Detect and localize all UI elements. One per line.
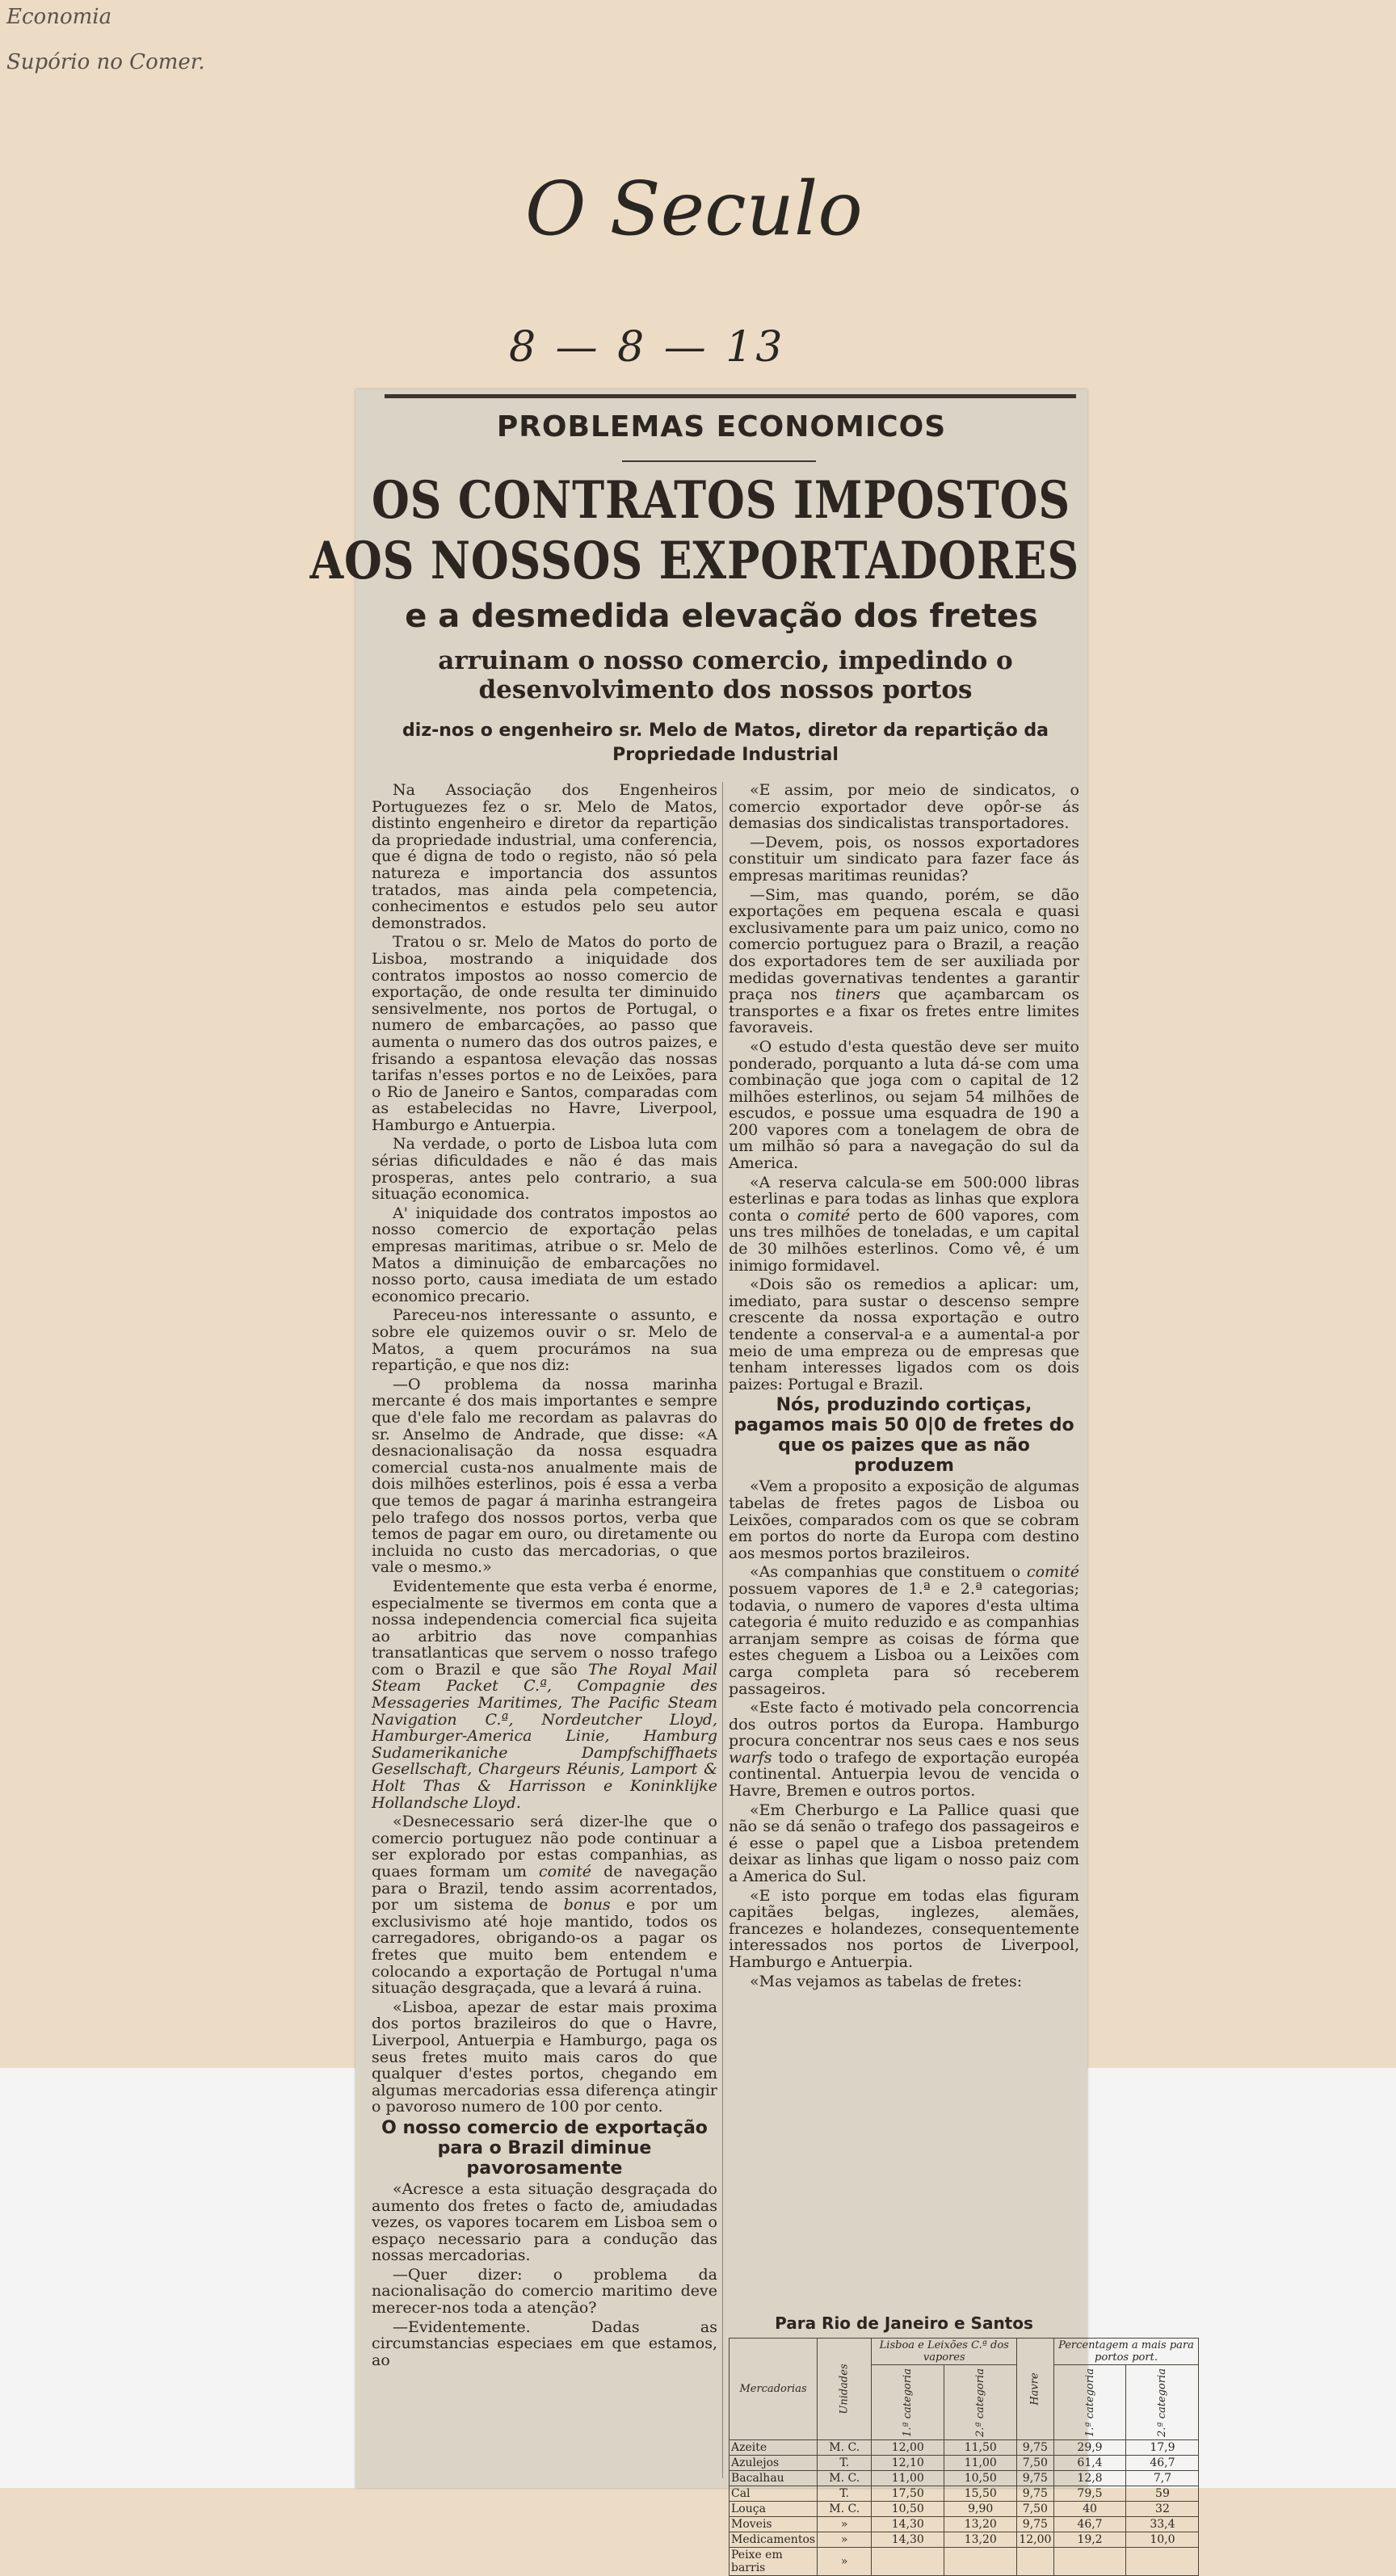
table-row — [730, 2548, 1199, 2576]
table-cell-c1: 12,10 — [872, 2456, 944, 2471]
table-cell-havre: 12,00 — [1017, 2532, 1053, 2548]
table-cell-p2: 7,7 — [1126, 2471, 1199, 2486]
paragraph: «A reserva calcula-se em 500:000 libras esterlinas e para todas as linhas que explora conta o comité perto de 600 vapores, com uns tres milhões de toneladas, e um capital de 30 milhões esterlinos. Como vê, é um inimigo formidavel. — [729, 1173, 1079, 1275]
paragraph: «Este facto é motivado pela concorrencia dos outros portos da Europa. Hamburgo procura concentrar nos seus caes e nos seus warfs todo o trafego de exportação européa continental. Antuerpia levou de vencida o Havre, Bremen e outros portos. — [729, 1699, 1079, 1801]
paragraph: «Mas vejamos as tabelas de fretes: — [750, 1972, 1023, 1990]
article-column-right — [729, 782, 1079, 2305]
paragraph: —Quer dizer: o problema da nacionalisação do comercio maritimo deve merecer-nos toda a atenção? — [372, 2265, 717, 2318]
table-cell-unit: M. C. — [818, 2440, 872, 2456]
col-group-percent: Percentagem a mais para portos port. — [1053, 2339, 1199, 2365]
paragraph: Tratou o sr. Melo de Matos do porto de Lisboa, mostrando a iniquidade dos contratos impostos ao nosso comercio de exportação, de onde resulta ter diminuido sensivelmente, nos portos de Portugal, o numero de embarcações, ao passo que aumenta o numero das dos outros paizes, e frisando a espantosa elevação das nossas tarifas n'esses portos e no de Leixões, para o Rio de Janeiro e Santos, comparadas com as estabelecidas no Havre, Liverpool, Hamburgo e Antuerpia. — [372, 933, 717, 1134]
table-row — [730, 2471, 1199, 2486]
table-row — [730, 2517, 1199, 2532]
col-pct-cat1: 1.ª categoria — [1053, 2365, 1126, 2440]
paragraph: «E assim, por meio de sindicatos, o comercio exportador deve opôr-se ás demasias dos sindicalistas transportadores. — [729, 781, 1079, 833]
table-cell-goods: Medicamentos — [730, 2532, 818, 2548]
paragraph: «Acresce a esta situação desgraçada do aumento dos fretes o facto de, amiudadas vezes, os vapores tocarem em Lisboa sem o espaço necessario para a condução das nossas mercadorias. — [372, 2179, 717, 2265]
handwritten-newspaper-name: O Seculo — [525, 166, 863, 252]
table-cell-goods: Azeite — [730, 2440, 818, 2456]
table-row — [730, 2502, 1199, 2517]
handwritten-note-economia: Economia — [6, 5, 112, 29]
article-column-left — [372, 782, 717, 2478]
table-cell-unit: » — [818, 2532, 872, 2548]
table-cell-goods: Peixe em barris — [730, 2548, 818, 2576]
table-row — [730, 2486, 1199, 2502]
col-cat1: 1.ª categoria — [872, 2365, 944, 2440]
paragraph: «Vem a proposito a exposição de algumas tabelas de fretes pagos de Lisboa ou Leixões, comparados com os que se cobram em portos do norte da Europa com destino aos mesmos portos brazileiros. — [729, 1477, 1079, 1562]
table-cell-unit: T. — [818, 2456, 872, 2471]
table-cell-unit: T. — [818, 2486, 872, 2502]
subheadline: e a desmedida elevação dos fretes — [405, 598, 1038, 635]
table-cell-p2: 59 — [1126, 2486, 1199, 2502]
headline-line-1: OS CONTRATOS IMPOSTOS — [372, 470, 1070, 531]
col-units: Unidades — [818, 2339, 872, 2440]
deck-headline: arruinam o nosso comercio, impedindo o desenvolvimento dos nossos portos — [438, 646, 1013, 704]
table-cell-c1: 14,30 — [872, 2517, 944, 2532]
table-cell-p2: 46,7 — [1126, 2456, 1199, 2471]
table-cell-c1: 10,50 — [872, 2502, 944, 2517]
table-cell-p1: 61,4 — [1053, 2456, 1126, 2471]
subheading: Nós, produzindo cortiças, pagamos mais 50 0|0 de fretes do que os paizes que as não produzem — [734, 1395, 1074, 1477]
paragraph: «Desnecessario será dizer-lhe que o comercio portuguez não pode continuar a ser explorado por estas companhias, as quaes formam um comité de navegação para o Brazil, tendo assim acorrentados, por um sistema de bonus e por um exclusivismo até hoje mantido, todos os carregadores, obrigando-os a pagar os fretes que muito bem entendem e colocando a exportação de Portugal n'uma situação desgraçada, que a levará á ruina. — [372, 1813, 717, 1998]
companies-list: The Royal Mail Steam Packet C.ª, Compagnie des Messageries Maritimes, The Pacific Steam Navigation C.ª, Nordeutcher Lloyd, Hamburger-America Linie, Hamburg Sudamerikaniche Dampfschiffhaets Gesellschaft, Chargeurs Réunis, Lamport & Holt Thas & Harrisson e Koninklijke Hollandsche Lloyd. — [372, 1660, 717, 1812]
table-cell-unit: » — [818, 2517, 872, 2532]
table-cell-goods: Bacalhau — [730, 2471, 818, 2486]
table-cell-c2: 11,00 — [944, 2456, 1017, 2471]
top-rule — [385, 394, 1076, 398]
table-cell-p1: 40 — [1053, 2502, 1126, 2517]
table-cell-goods: Cal — [730, 2486, 818, 2502]
table-cell-p1: 12,8 — [1053, 2471, 1126, 2486]
headline-line-2: AOS NOSSOS EXPORTADORES — [309, 531, 1079, 591]
table-cell-c2: 15,50 — [944, 2486, 1017, 2502]
table-row — [730, 2440, 1199, 2456]
table-cell-c1: 17,50 — [872, 2486, 944, 2502]
table-cell-c2: 13,20 — [944, 2532, 1017, 2548]
col-cat2: 2.ª categoria — [944, 2365, 1017, 2440]
table-cell-p2: 17,9 — [1126, 2440, 1199, 2456]
table-cell-p2 — [1126, 2548, 1199, 2576]
table-cell-goods: Louça — [730, 2502, 818, 2517]
table-row — [730, 2456, 1199, 2471]
table-cell-havre — [1017, 2548, 1053, 2576]
table-cell-havre: 9,75 — [1017, 2471, 1053, 2486]
paragraph: «Em Cherburgo e La Pallice quasi que não se dá senão o trafego dos passageiros e é esse o papel que a Lisboa pretendem deixar as linhas que ligam o nosso paiz com a America do Sul. — [729, 1801, 1079, 1886]
table-cell-p1: 46,7 — [1053, 2517, 1126, 2532]
table-cell-p1: 79,5 — [1053, 2486, 1126, 2502]
table-row — [730, 2532, 1199, 2548]
table-cell-havre: 9,75 — [1017, 2517, 1053, 2532]
table-cell-c1: 12,00 — [872, 2440, 944, 2456]
table-cell-unit: M. C. — [818, 2502, 872, 2517]
paragraph: Na Associação dos Engenheiros Portuguezes fez o sr. Melo de Matos, distinto engenheiro e diretor da repartição da propriedade industrial, uma conferencia, que é digna de todo o registo, não só pela natureza e importancia dos assuntos tratados, mas ainda pela competencia, conhecimentos e estudos pelo seu autor demonstrados. — [372, 781, 717, 932]
table-body — [730, 2440, 1199, 2576]
freight-table-section — [729, 2310, 1194, 2574]
table-cell-c2: 10,50 — [944, 2471, 1017, 2486]
newspaper-clipping — [309, 389, 1194, 2574]
paragraph: «E isto porque em todas elas figuram capitães belgas, inglezes, alemães, francezes e holandezes, consequentemente interessados nos portos de Liverpool, Hamburgo e Antuerpia. — [729, 1886, 1079, 1971]
table-cell-c1: 14,30 — [872, 2532, 944, 2548]
paragraph: —Sim, mas quando, porém, se dão exportações em pequena escala e quasi exclusivamente para um paiz unico, como no comercio portuguez para o Brazil, a reação dos exportadores tem de ser auxiliada por medidas governativas tendentes a garantir praça nos tiners que açambarcam os transportes e a fixar os fretes entre limites favoraveis. — [729, 885, 1079, 1037]
table-cell-c2: 13,20 — [944, 2517, 1017, 2532]
table-cell-c1 — [872, 2548, 944, 2576]
paragraph: «Dois são os remedios a aplicar: um, imediato, para sustar o descenso sempre crescente da nossa exportação e outro tendente a conserval-a e a aumental-a por meio de uma empreza ou de empresas que tenham interesses ligados com os dois paizes: Portugal e Brazil. — [729, 1275, 1079, 1393]
table-cell-havre: 7,50 — [1017, 2502, 1053, 2517]
table-cell-c2 — [944, 2548, 1017, 2576]
table-cell-goods: Azulejos — [730, 2456, 818, 2471]
table-cell-p2: 10,0 — [1126, 2532, 1199, 2548]
col-group-lisbon: Lisboa e Leixões C.ª dos vapores — [872, 2339, 1017, 2365]
paragraph: «As companhias que constituem o comité possuem vapores de 1.ª e 2.ª categorias; todavia, o numero de vapores d'esta ultima categoria é muito reduzido e as companhias arranjam sempre as coisas de fórma que estes cheguem a Lisboa ou a Leixões com carga completa para só receberem passageiros. — [729, 1563, 1079, 1698]
paragraph: —Evidentemente. Dadas as circumstancias especiaes em que estamos, ao — [372, 2318, 717, 2369]
table-cell-p2: 33,4 — [1126, 2517, 1199, 2532]
col-havre: Havre — [1017, 2339, 1053, 2440]
paragraph: —Devem, pois, os nossos exportadores constituir um sindicato para fazer face ás empresas maritimas reunidas? — [729, 833, 1079, 885]
paragraph: Pareceu-nos interessante o assunto, e sobre ele quizemos ouvir o sr. Melo de Matos, a quem procurámos na sua repartição, e que nos diz: — [372, 1306, 717, 1375]
section-rubric: PROBLEMAS ECONOMICOS — [496, 410, 947, 443]
rubric-rule — [622, 460, 816, 462]
paragraph: —O problema da nossa marinha mercante é dos mais importantes e sempre que d'ele falo me recordam as palavras do sr. Anselmo de Andrade, que disse: «A desnacionalisação da nossa esquadra comercial custa-nos anualmente mais de dois milhões esterlinos, pois é essa a verba que temos de pagar á marinha estrangeira pelo trafego dos nossos portos, verba que temos de pagar em ouro, ou diretamente ou incluida no custo das mercadorias, o que vale o mesmo.» — [372, 1375, 717, 1577]
table-cell-unit: M. C. — [818, 2471, 872, 2486]
column-divider — [722, 782, 723, 2478]
table-title: Para Rio de Janeiro e Santos — [775, 2313, 1033, 2333]
byline-deck: diz-nos o engenheiro sr. Melo de Matos, diretor da repartição da Propriedade Industrial — [402, 721, 1049, 765]
table-cell-havre: 9,75 — [1017, 2486, 1053, 2502]
paragraph: Na verdade, o porto de Lisboa luta com sérias dificuldades e não é das mais prosperas, antes pelo contrario, a sua situação economica. — [372, 1135, 717, 1204]
table-cell-unit: » — [818, 2548, 872, 2576]
paragraph: «O estudo d'esta questão deve ser muito ponderado, porquanto a luta dá-se com uma combinação que joga com o capital de 12 milhões esterlinos, ou sejam 54 milhões de escudos, e possue uma esquadra de 190 a 200 vapores com a tonelagem de obra de um milhão só para a navegação do sul da America. — [729, 1037, 1079, 1173]
table-cell-havre: 7,50 — [1017, 2456, 1053, 2471]
table-cell-c1: 11,00 — [872, 2471, 944, 2486]
table-cell-havre: 9,75 — [1017, 2440, 1053, 2456]
table-cell-goods: Moveis — [730, 2517, 818, 2532]
col-pct-cat2: 2.ª categoria — [1126, 2365, 1199, 2440]
table-cell-p1: 29,9 — [1053, 2440, 1126, 2456]
table-cell-p1 — [1053, 2548, 1126, 2576]
handwritten-note-suporio: Supório no Comer. — [6, 50, 205, 74]
table-cell-p2: 32 — [1126, 2502, 1199, 2517]
paragraph: «Lisboa, apezar de estar mais proxima dos portos brazileiros do que o Havre, Liverpool, Antuerpia e Hamburgo, paga os seus fretes muito mais caros do que qualquer d'estes portos, chegando em algumas mercadorias essa diferença atingir o pavoroso numero de 100 por cento. — [372, 1998, 717, 2116]
paragraph: Evidentemente que esta verba é enorme, especialmente se tivermos em conta que a nossa independencia comercial fica sujeita ao arbitrio das nove companhias transatlanticas que servem o nosso trafego com o Brazil e que são The Royal Mail Steam Packet C.ª, Compagnie des Messageries Maritimes, The Pacific Steam Navigation C.ª, Nordeutcher Lloyd, Hamburger-America Linie, Hamburg Sudamerikaniche Dampfschiffhaets Gesellschaft, Chargeurs Réunis, Lamport & Holt Thas & Harrisson e Koninklijke Hollandsche Lloyd. — [372, 1577, 717, 1812]
table-cell-c2: 11,50 — [944, 2440, 1017, 2456]
subheading: O nosso comercio de exportação para o Brazil diminue pavorosamente — [381, 2117, 708, 2179]
paragraph: A' iniquidade dos contratos impostos ao nosso comercio de exportação pelas empresas maritimas, atribue o sr. Melo de Matos a diminuição de embarcações no nosso porto, causa imediata de um estado economico precario. — [372, 1204, 717, 1305]
table-cell-c2: 9,90 — [944, 2502, 1017, 2517]
freight-table — [729, 2338, 1199, 2576]
table-cell-p1: 19,2 — [1053, 2532, 1126, 2548]
handwritten-date: 8 — 8 — 13 — [509, 323, 786, 372]
col-goods: Mercadorias — [730, 2339, 818, 2440]
